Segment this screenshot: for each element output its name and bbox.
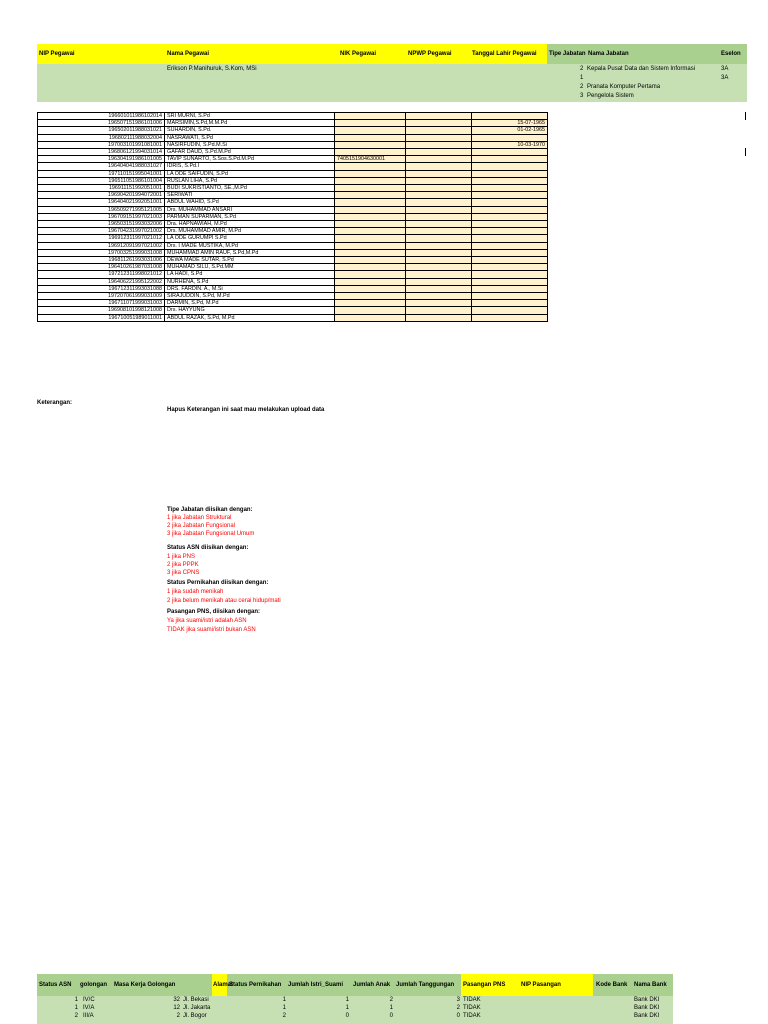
employee-nik[interactable] [335, 293, 406, 300]
bottom-pasangan[interactable]: TIDAK [463, 1013, 481, 1019]
employee-nik[interactable] [335, 192, 406, 199]
employee-tgl[interactable] [472, 206, 548, 213]
employee-tgl[interactable] [472, 278, 548, 285]
bottom-header-kode-bank: Kode Bank [596, 982, 628, 988]
employee-nama[interactable]: DRS. FARDIN. A., M.Si [165, 285, 335, 292]
first-row-tipe-3: 2 [580, 84, 584, 90]
employee-nip[interactable]: 196904201994072001 [38, 192, 165, 199]
employee-nip[interactable]: 196806121994031014 [38, 149, 165, 156]
employee-nik[interactable] [335, 149, 406, 156]
bottom-golongan[interactable]: IV/C [83, 997, 95, 1003]
employee-nip[interactable]: 196709151997021003 [38, 213, 165, 220]
bottom-data-rows [37, 996, 673, 1024]
employee-tgl[interactable] [472, 285, 548, 292]
employee-nik[interactable] [335, 300, 406, 307]
employee-nik[interactable] [335, 177, 406, 184]
first-row-jabatan-1: Kepala Pusat Data dan Sistem Informasi [587, 66, 696, 72]
employee-nip[interactable]: 196710051989011001 [38, 314, 165, 321]
employee-tgl[interactable] [472, 300, 548, 307]
employee-nama[interactable]: SERIWATI [165, 192, 335, 199]
employee-nik[interactable] [335, 127, 406, 134]
employee-nik[interactable] [335, 314, 406, 321]
employee-nik[interactable] [335, 213, 406, 220]
employee-nip[interactable]: 196912091997021002 [38, 242, 165, 249]
employee-npwp[interactable] [406, 257, 472, 264]
employee-nip[interactable]: 197110151995041001 [38, 170, 165, 177]
employee-nik[interactable] [335, 163, 406, 170]
employee-nik[interactable]: 7405151904630001 [335, 156, 406, 163]
employee-nip[interactable]: 196802111988032004 [38, 134, 165, 141]
first-row-tipe-2: 1 [580, 75, 584, 81]
tipe-item: 2 jika Jabatan Fungsional [167, 523, 236, 529]
employee-tgl[interactable] [472, 257, 548, 264]
first-row-tipe-1: 2 [580, 66, 584, 72]
bottom-nikah[interactable]: 1 [282, 1005, 286, 1011]
status-title: Status ASN diisikan dengan: [167, 545, 249, 551]
employee-npwp[interactable] [406, 271, 472, 278]
employee-nip[interactable]: 196711071999031003 [38, 300, 165, 307]
employee-row [38, 235, 548, 242]
pasangan-title: Pasangan PNS, diisikan dengan: [167, 609, 261, 615]
header-eselon: Eselon [721, 51, 741, 57]
bottom-golongan[interactable]: IV/A [83, 1005, 95, 1011]
first-row-nama: Erikson P.Manihuruk, S.Kom, MSi [167, 66, 257, 72]
employee-npwp[interactable] [406, 192, 472, 199]
bottom-tanggungan[interactable]: 0 [456, 1013, 460, 1019]
employee-row [38, 293, 548, 300]
employee-nik[interactable] [335, 221, 406, 228]
employee-tgl[interactable] [472, 163, 548, 170]
bottom-nikah[interactable]: 1 [282, 997, 286, 1003]
employee-row [38, 221, 548, 228]
employee-row [38, 213, 548, 220]
bottom-alamat[interactable]: Jl. Bogor [183, 1013, 207, 1019]
employee-row [38, 307, 548, 314]
employee-nip[interactable]: 197003251999031008 [38, 249, 165, 256]
employee-nik[interactable] [335, 134, 406, 141]
employee-row [38, 206, 548, 213]
employee-row [38, 285, 548, 292]
cell-cursor-mark [745, 148, 746, 156]
employee-nama[interactable]: SRI MURNI, S.Pd [165, 113, 335, 120]
employee-row [38, 185, 548, 192]
bottom-header-pasangan: Pasangan PNS [463, 982, 506, 988]
first-row-tipe-4: 3 [580, 93, 584, 99]
employee-nama[interactable]: NASIRFUDIN, S.Pd.M.Si [165, 141, 335, 148]
bottom-header-nip-pasangan: NIP Pasangan [521, 982, 561, 988]
employee-nama[interactable]: IDRIS, S.Pd.I [165, 163, 335, 170]
employee-tgl[interactable] [472, 185, 548, 192]
employee-nik[interactable] [335, 113, 406, 120]
bottom-istri[interactable]: 1 [345, 997, 349, 1003]
employee-tgl[interactable] [472, 242, 548, 249]
employee-nik[interactable] [335, 249, 406, 256]
bottom-bank[interactable]: Bank DKI [634, 997, 660, 1003]
employee-nama[interactable]: GAFAR DAUD, S.Pd.M.Pd [165, 149, 335, 156]
employee-nik[interactable] [335, 278, 406, 285]
status-item: 1 jika PNS [167, 554, 196, 560]
employee-nama[interactable]: Drs. MUHAMMAD AMIR, M.Pd [165, 228, 335, 235]
tipe-item: 3 jika Jabatan Fungsional Umum [167, 531, 255, 537]
hapus-note: Hapus Keterangan ini saat mau melakukan upload data [167, 407, 325, 413]
employee-npwp[interactable] [406, 221, 472, 228]
nikah-title: Status Pernikahan diisikan dengan: [167, 580, 269, 586]
employee-npwp[interactable] [406, 170, 472, 177]
employee-nip[interactable]: 196404041988031027 [38, 163, 165, 170]
employee-tgl[interactable] [472, 264, 548, 271]
bottom-header-status: Status ASN [39, 982, 72, 988]
bottom-istri[interactable]: 1 [345, 1005, 349, 1011]
employee-npwp[interactable] [406, 264, 472, 271]
employee-row [38, 228, 548, 235]
employee-nama[interactable]: DARMIN, S.Pd, M.Pd [165, 300, 335, 307]
employee-tgl[interactable] [472, 156, 548, 163]
employee-nip[interactable]: 197207061999031009 [38, 293, 165, 300]
employee-row [38, 242, 548, 249]
employee-row [38, 149, 548, 156]
employee-npwp[interactable] [406, 235, 472, 242]
employee-tgl[interactable] [472, 192, 548, 199]
employee-row [38, 127, 548, 134]
bottom-header-nikah: Status Pernikahan [229, 982, 282, 988]
employee-tgl[interactable] [472, 177, 548, 184]
employee-row [38, 249, 548, 256]
bottom-istri[interactable]: 0 [345, 1013, 349, 1019]
employee-npwp[interactable] [406, 177, 472, 184]
employee-row [38, 141, 548, 148]
employee-nip[interactable]: 196404021992051001 [38, 199, 165, 206]
bottom-pasangan[interactable]: TIDAK [463, 1005, 481, 1011]
employee-nama[interactable]: BUDI SUKRISTIANTO, SE.,M.Pd [165, 185, 335, 192]
bottom-tanggungan[interactable]: 2 [456, 1005, 460, 1011]
employee-row [38, 264, 548, 271]
employee-nama[interactable]: NURHENA, S.Pd [165, 278, 335, 285]
bottom-header-golongan: golongan [80, 982, 107, 988]
header-nik: NIK Pegawai [340, 51, 377, 57]
employee-nip[interactable]: 197003101991081001 [38, 141, 165, 148]
employee-nik[interactable] [335, 257, 406, 264]
employee-nik[interactable] [335, 228, 406, 235]
employee-nik[interactable] [335, 235, 406, 242]
employee-nip[interactable]: 196410261987031008 [38, 264, 165, 271]
bottom-golongan[interactable]: III/A [83, 1013, 94, 1019]
employee-nip[interactable]: 196601011986102014 [38, 113, 165, 120]
bottom-header-nama-bank: Nama Bank [634, 982, 667, 988]
employee-npwp[interactable] [406, 307, 472, 314]
employee-row [38, 177, 548, 184]
employee-nik[interactable] [335, 170, 406, 177]
employee-nik[interactable] [335, 185, 406, 192]
employee-row [38, 192, 548, 199]
pasangan-item: Ya jika suami/istri adalah ASN [167, 618, 247, 624]
employee-tgl[interactable]: 10-03-1970 [472, 141, 548, 148]
employee-tgl[interactable] [472, 307, 548, 314]
employee-npwp[interactable] [406, 242, 472, 249]
pasangan-item: TIDAK jika suami/istri bukan ASN [167, 627, 256, 633]
employee-nip[interactable]: 196304191986101005 [38, 156, 165, 163]
employee-table [37, 112, 548, 322]
employee-nama[interactable]: Drs. I MADE MUSTIKA, M.Pd [165, 242, 335, 249]
first-row-eselon-1: 3A [721, 66, 729, 72]
employee-npwp[interactable] [406, 314, 472, 321]
employee-row [38, 199, 548, 206]
employee-npwp[interactable] [406, 300, 472, 307]
employee-nip[interactable]: 196912311997021012 [38, 235, 165, 242]
employee-row [38, 257, 548, 264]
employee-nik[interactable] [335, 264, 406, 271]
employee-nama[interactable]: Drs. MUHAMMAD ANSARI [165, 206, 335, 213]
employee-npwp[interactable] [406, 127, 472, 134]
employee-tgl[interactable] [472, 271, 548, 278]
employee-npwp[interactable] [406, 213, 472, 220]
employee-nama[interactable]: DEWA MADE SUTAR, S.Pd [165, 257, 335, 264]
employee-nama[interactable]: RUSLAN LIHA, S.Pd [165, 177, 335, 184]
header-tipe: Tipe Jabatan [549, 51, 586, 57]
employee-tgl[interactable] [472, 221, 548, 228]
first-row-jabatan-3: Pranata Komputer Pertama [587, 84, 661, 90]
employee-tgl[interactable] [472, 235, 548, 242]
header-nip: NIP Pegawai [39, 51, 75, 57]
employee-tgl[interactable] [472, 170, 548, 177]
employee-nip[interactable]: 196509271995121005 [38, 206, 165, 213]
employee-nama[interactable]: ABDUL RAZAK, S.Pd, M.Pd [165, 314, 335, 321]
employee-nama[interactable]: SUHARDIN, S.Pd. [165, 127, 335, 134]
employee-nip[interactable]: 196503151993032006 [38, 221, 165, 228]
bottom-status[interactable]: 2 [74, 1013, 78, 1019]
employee-row [38, 113, 548, 120]
employee-nama[interactable]: MUHAMAD SILU, S.Pd.MM [165, 264, 335, 271]
bottom-bank[interactable]: Bank DKI [634, 1013, 660, 1019]
employee-npwp[interactable] [406, 141, 472, 148]
employee-npwp[interactable] [406, 278, 472, 285]
bottom-status[interactable]: 1 [74, 1005, 78, 1011]
bottom-tanggungan[interactable]: 3 [456, 997, 460, 1003]
first-row-eselon-2: 3A [721, 75, 729, 81]
employee-nik[interactable] [335, 199, 406, 206]
employee-nip[interactable]: 196511051986101004 [38, 177, 165, 184]
employee-nama[interactable]: SIRAJUDDIN, S.Pd, M.Pd [165, 293, 335, 300]
bottom-header-masa: Masa Kerja Golongan [114, 982, 176, 988]
employee-nama[interactable]: Dra. HAPNAWIAH, M.Pd [165, 221, 335, 228]
employee-npwp[interactable] [406, 285, 472, 292]
employee-row [38, 134, 548, 141]
employee-nama[interactable]: Drs. HAYYUNG [165, 307, 335, 314]
employee-nip[interactable]: 196712311993031088 [38, 285, 165, 292]
employee-row [38, 170, 548, 177]
bottom-header-istri: Jumlah Istri_Suami [288, 982, 344, 988]
employee-npwp[interactable] [406, 149, 472, 156]
bottom-masa[interactable]: 12 [173, 1005, 180, 1011]
employee-nip[interactable]: 196502011988031021 [38, 127, 165, 134]
employee-row [38, 300, 548, 307]
employee-nama[interactable]: LA HADI, S.Pd [165, 271, 335, 278]
employee-npwp[interactable] [406, 134, 472, 141]
status-item: 2 jika PPPK [167, 562, 199, 568]
employee-tgl[interactable]: 01-02-1965 [472, 127, 548, 134]
nikah-item: 1 jika sudah menikah [167, 589, 224, 595]
employee-npwp[interactable] [406, 156, 472, 163]
employee-nama[interactable]: TAVIP SUNARTO, S.Sos.S.Pd.M.Pd [165, 156, 335, 163]
employee-npwp[interactable] [406, 185, 472, 192]
employee-nama[interactable]: LA ODE GURUMPI S.Pd [165, 235, 335, 242]
employee-row [38, 314, 548, 321]
employee-nik[interactable] [335, 271, 406, 278]
employee-nip[interactable]: 196911151992051001 [38, 185, 165, 192]
bottom-anak[interactable]: 2 [389, 997, 393, 1003]
employee-nama[interactable]: ABDUL WAHID, S.Pd [165, 199, 335, 206]
tipe-title: Tipe Jabatan diisikan dengan: [167, 507, 253, 513]
employee-nip[interactable]: 196507151986101006 [38, 120, 165, 127]
employee-nip[interactable]: 196406221995122002 [38, 278, 165, 285]
bottom-alamat[interactable]: Jl. Jakarta [183, 1005, 211, 1011]
bottom-nikah[interactable]: 2 [282, 1013, 286, 1019]
employee-nik[interactable] [335, 120, 406, 127]
employee-row [38, 163, 548, 170]
employee-npwp[interactable] [406, 113, 472, 120]
employee-nip[interactable]: 197212311998021012 [38, 271, 165, 278]
employee-nik[interactable] [335, 285, 406, 292]
bottom-masa[interactable]: 2 [176, 1013, 180, 1019]
employee-tgl[interactable] [472, 213, 548, 220]
employee-tgl[interactable] [472, 249, 548, 256]
employee-npwp[interactable] [406, 163, 472, 170]
employee-nik[interactable] [335, 242, 406, 249]
bottom-header-tanggungan: Jumlah Tanggungan [396, 982, 455, 988]
bottom-anak[interactable]: 1 [389, 1005, 393, 1011]
bottom-header-alamat: Alamat [213, 982, 234, 988]
employee-nama[interactable]: MARSIMIN,S.Pd,M.M.Pd [165, 120, 335, 127]
header-tgl: Tanggal Lahir Pegawai [472, 51, 537, 57]
employee-nip[interactable]: 196811261993031006 [38, 257, 165, 264]
employee-row [38, 271, 548, 278]
employee-row [38, 278, 548, 285]
employee-nip[interactable]: 196704231997021002 [38, 228, 165, 235]
employee-nama[interactable]: PARMAN SUPARMAN, S.Pd [165, 213, 335, 220]
employee-tgl[interactable] [472, 113, 548, 120]
employee-npwp[interactable] [406, 206, 472, 213]
first-row-jabatan-4: Pengelola Sistem [587, 93, 634, 99]
bottom-masa[interactable]: 32 [173, 997, 180, 1003]
employee-row [38, 120, 548, 127]
bottom-anak[interactable]: 0 [389, 1013, 393, 1019]
bottom-bank[interactable]: Bank DKI [634, 1005, 660, 1011]
employee-row [38, 156, 548, 163]
employee-tgl[interactable] [472, 293, 548, 300]
employee-tgl[interactable] [472, 314, 548, 321]
header-nama: Nama Pegawai [167, 51, 210, 57]
employee-tgl[interactable]: 15-07-1965 [472, 120, 548, 127]
employee-nik[interactable] [335, 307, 406, 314]
employee-tgl[interactable] [472, 228, 548, 235]
bottom-header-anak: Jumlah Anak [353, 982, 391, 988]
bottom-pasangan[interactable]: TIDAK [463, 997, 481, 1003]
employee-npwp[interactable] [406, 120, 472, 127]
employee-tgl[interactable] [472, 149, 548, 156]
keterangan-label: Keterangan: [37, 400, 73, 406]
employee-nama[interactable]: NASRAWATI, S.Pd [165, 134, 335, 141]
cell-cursor-mark [745, 112, 746, 120]
employee-nama[interactable]: LA ODE SAIFUDIN, S.Pd [165, 170, 335, 177]
employee-tgl[interactable] [472, 134, 548, 141]
employee-npwp[interactable] [406, 293, 472, 300]
nikah-item: 2 jika belum menikah atau cerai hidup/mati [167, 598, 281, 604]
employee-tgl[interactable] [472, 199, 548, 206]
employee-nik[interactable] [335, 141, 406, 148]
status-item: 3 jika CPNS [167, 570, 200, 576]
tipe-item: 1 jika Jabatan Struktural [167, 515, 232, 521]
employee-npwp[interactable] [406, 249, 472, 256]
header-npwp: NPWP Pegawai [408, 51, 452, 57]
header-namajab: Nama Jabatan [588, 51, 629, 57]
bottom-status[interactable]: 1 [74, 997, 78, 1003]
employee-nik[interactable] [335, 206, 406, 213]
bottom-alamat[interactable]: Jl. Bekasi [183, 997, 209, 1003]
employee-nip[interactable]: 196908101998121008 [38, 307, 165, 314]
employee-nama[interactable]: MUHAMMAD AMIN RAUF, S.Pd,M.Pd [165, 249, 335, 256]
employee-npwp[interactable] [406, 228, 472, 235]
employee-npwp[interactable] [406, 199, 472, 206]
